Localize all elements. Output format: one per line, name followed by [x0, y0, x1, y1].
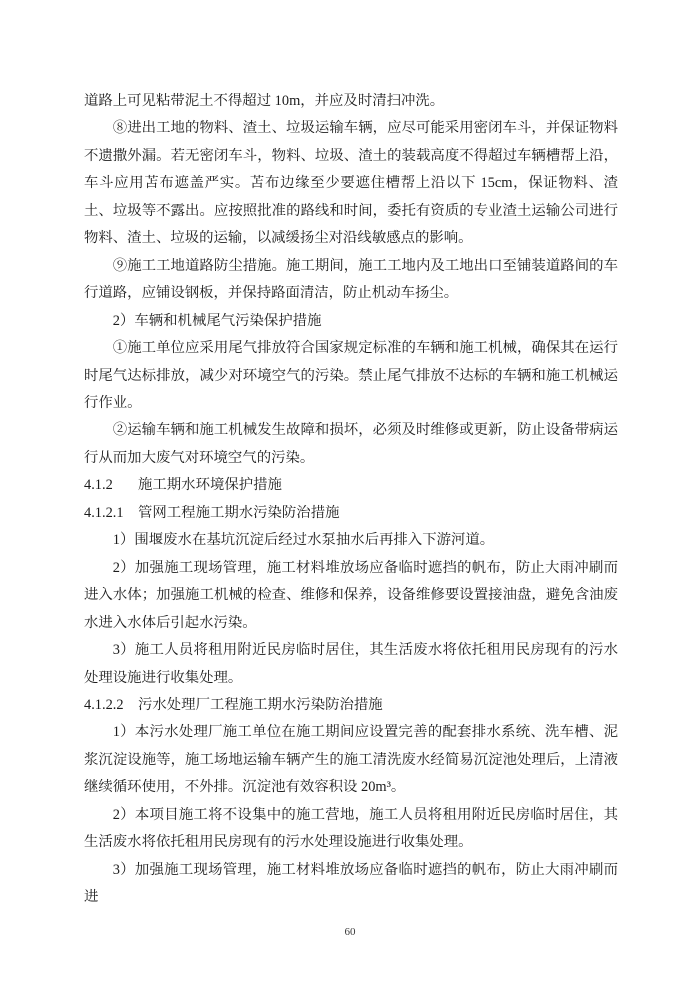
paragraph: ⑨施工工地道路防尘措施。施工期间，施工工地内及工地出口至铺装道路间的车行道路，应铺设钢板，并保持路面清洁，防止机动车扬尘。 [84, 257, 618, 302]
section-heading [84, 472, 618, 499]
paragraph: 2）本项目施工将不设集中的施工营地，施工人员将租用附近民房临时居住，其生活废水将依托租用民房现有的污水处理设施进行收集处理。 [84, 806, 618, 851]
section-heading [84, 692, 618, 719]
page-number: 60 [344, 926, 356, 938]
heading-title: 施工期水环境保护措施 [138, 477, 282, 494]
paragraph: 道路上可见粘带泥土不得超过 10m，并应及时清扫冲洗。 [84, 93, 445, 109]
heading-number: 4.1.2.1 [84, 504, 124, 521]
paragraph: 1）围堰废水在基坑沉淀后经过水泵抽水后再排入下游河道。 [112, 532, 495, 549]
heading-title: 污水处理厂工程施工期水污染防治措施 [138, 696, 383, 713]
paragraph: ②运输车辆和施工机械发生故障和损坏，必须及时维修或更新，防止设备带病运行从而加大废气对环境空气的污染。 [84, 422, 618, 466]
paragraph: ①施工单位应采用尾气排放符合国家规定标准的车辆和施工机械，确保其在运行时尾气达标排放，减少对环境空气的污染。禁止尾气排放不达标的车辆和施工机械运行作业。 [84, 340, 618, 411]
paragraph: 3）施工人员将租用附近民房临时居住，其生活废水将依托租用民房现有的污水处理设施进行收集处理。 [84, 642, 618, 686]
paragraph: ⑧进出工地的物料、渣土、垃圾运输车辆，应尽可能采用密闭车斗，并保证物料不遗撒外漏。若无密闭车斗，物料、垃圾、渣土的装载高度不得超过车辆槽帮上沿，车斗应用苫布遮盖严实。苫布边缘至少要遮住槽帮上沿以下 15cm，保证物料、渣土、垃圾等不露出。应按照批准的路线和时间，委托有资质的专业渣土运输公司进行物料、渣土、垃圾的运输，以减缓扬尘对沿线敏感点的影响。 [84, 120, 618, 247]
section-heading [84, 500, 618, 527]
page-body [84, 88, 618, 912]
paragraph: 1）本污水处理厂施工单位在施工期间应设置完善的配套排水系统、洗车槽、泥浆沉淀设施等，施工场地运输车辆产生的施工清洗废水经简易沉淀池处理后，上清液继续循环使用，不外排。沉淀池有效容积设 20m³。 [84, 724, 618, 796]
heading-number: 4.1.2 [84, 477, 113, 494]
paragraph: 2）车辆和机械尾气污染保护措施 [112, 312, 322, 329]
paragraph: 3）加强施工现场管理，施工材料堆放场应备临时遮挡的帆布，防止大雨冲刷而进 [84, 861, 618, 906]
page-footer [0, 922, 700, 942]
paragraph: 2）加强施工现场管理，施工材料堆放场应备临时遮挡的帆布，防止大雨冲刷而进入水体；加强施工机械的检查、维修和保养，设备维修要设置接油盘，避免含油废水进入水体后引起水污染。 [84, 559, 618, 631]
heading-title: 管网工程施工期水污染防治措施 [138, 504, 340, 521]
heading-number: 4.1.2.2 [84, 696, 124, 713]
